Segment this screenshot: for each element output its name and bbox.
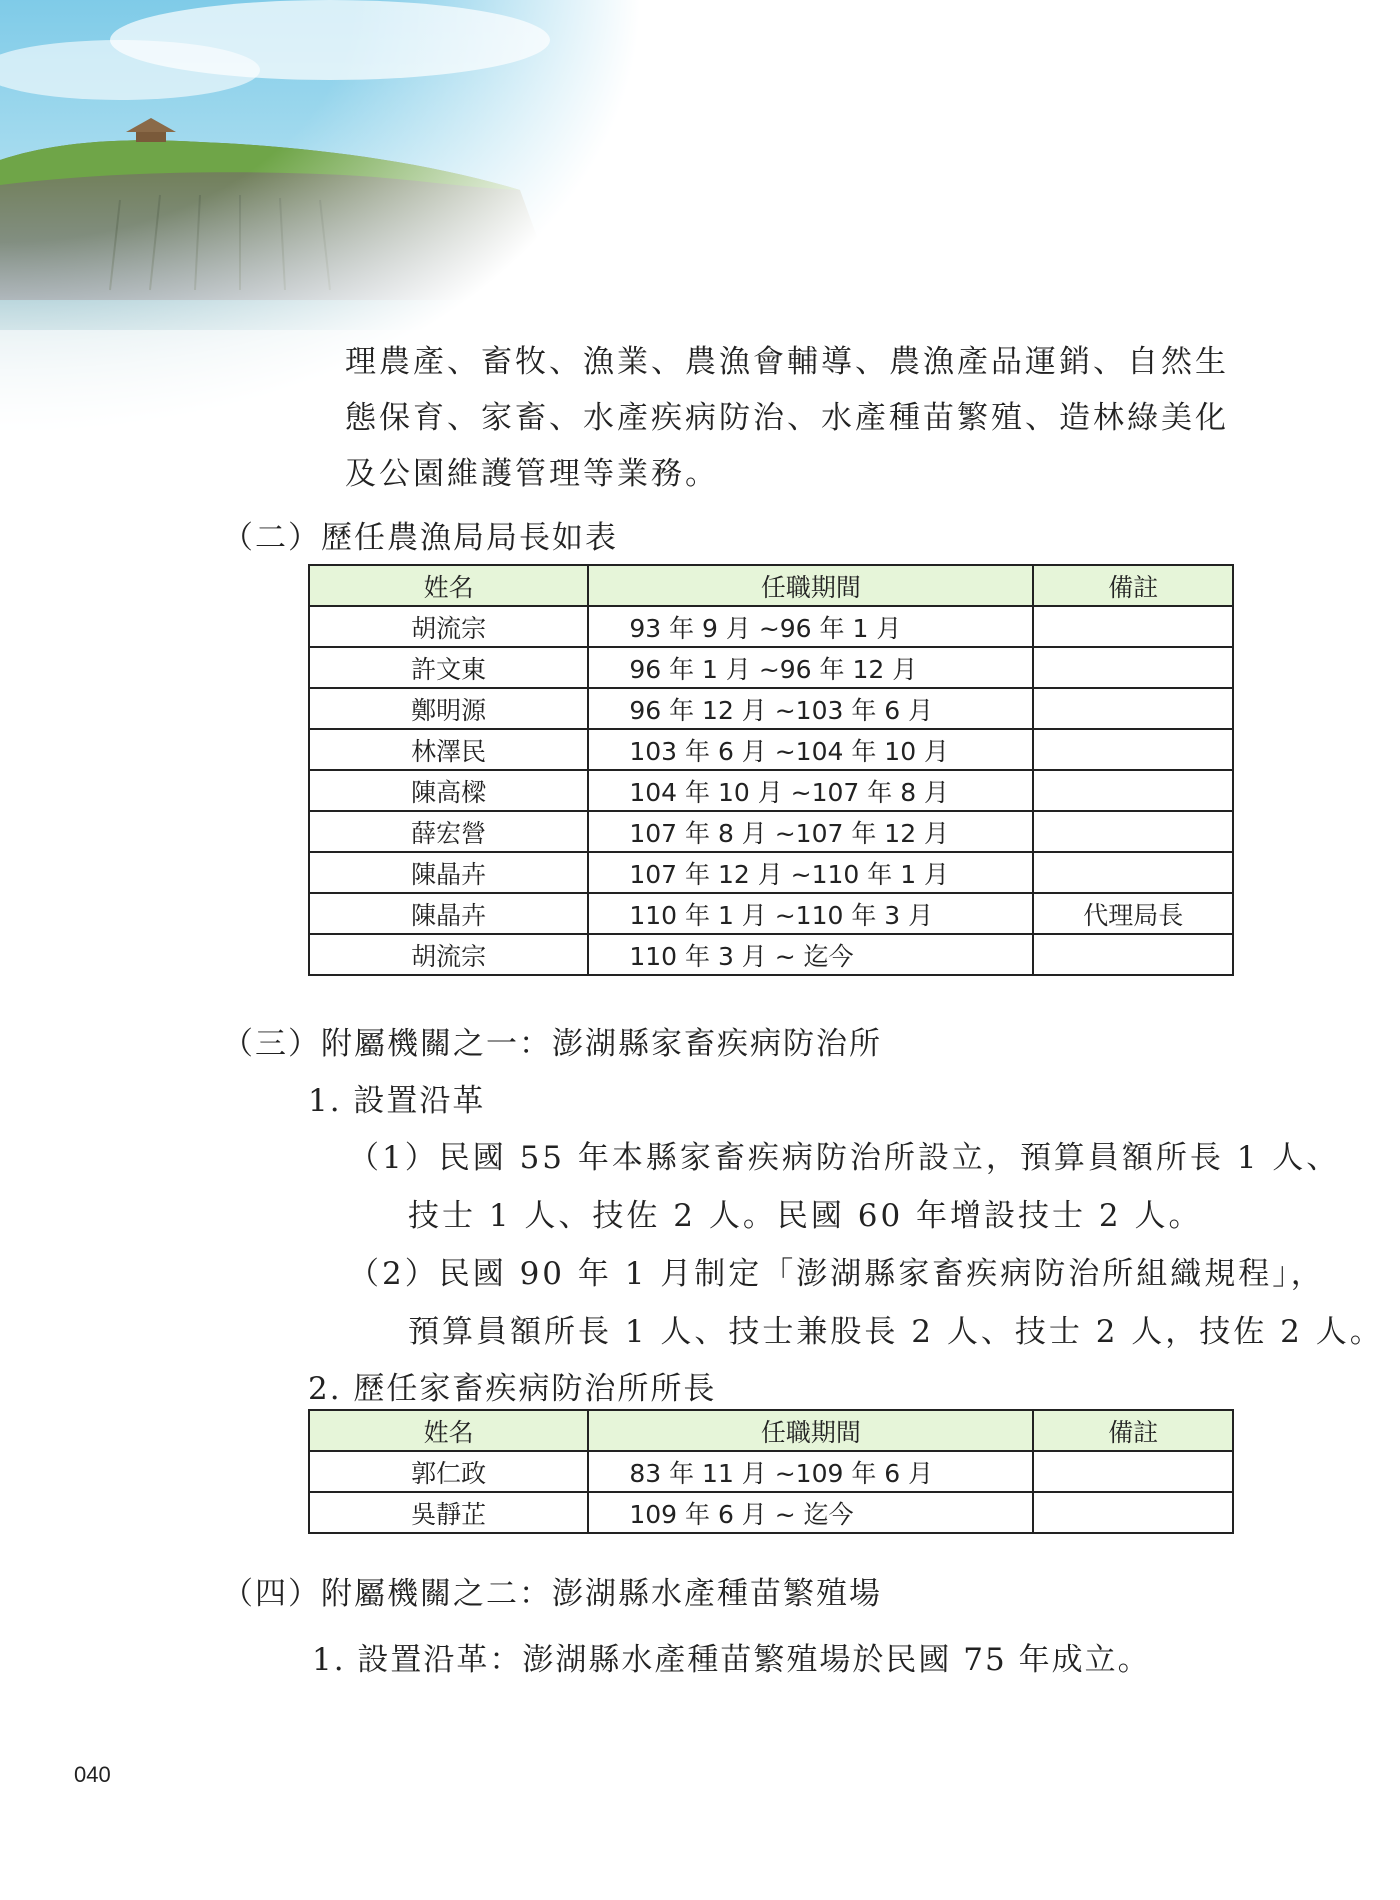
- table-header-row: [309, 1410, 1233, 1451]
- cell-period: 107 年 8 月 ~107 年 12 月: [588, 811, 1033, 852]
- cell-note: 代理局長: [1033, 893, 1233, 934]
- cell-note: [1033, 606, 1233, 647]
- table-row: [309, 934, 1233, 975]
- table-row: [309, 893, 1233, 934]
- cell-name: 郭仁政: [309, 1451, 588, 1492]
- cell-name: 鄭明源: [309, 688, 588, 729]
- directors-table: [308, 564, 1234, 976]
- cell-period: 104 年 10 月 ~107 年 8 月: [588, 770, 1033, 811]
- cell-period: 96 年 1 月 ~96 年 12 月: [588, 647, 1033, 688]
- cell-period: 103 年 6 月 ~104 年 10 月: [588, 729, 1033, 770]
- cell-period: 96 年 12 月 ~103 年 6 月: [588, 688, 1033, 729]
- section3-heading: （三）附屬機關之一：澎湖縣家畜疾病防治所: [222, 1026, 882, 1062]
- column-header-note: 備註: [1033, 565, 1233, 606]
- cell-note: [1033, 934, 1233, 975]
- livestock-directors-table: [308, 1409, 1234, 1534]
- section3-item2-line1: （2）民國 90 年 1 月制定「澎湖縣家畜疾病防治所組織規程」，: [348, 1256, 1325, 1292]
- cell-period: 83 年 11 月 ~109 年 6 月: [588, 1451, 1033, 1492]
- column-header-name: 姓名: [309, 565, 588, 606]
- column-header-period: 任職期間: [588, 1410, 1033, 1451]
- cell-note: [1033, 729, 1233, 770]
- cell-note: [1033, 852, 1233, 893]
- table-row: [309, 729, 1233, 770]
- table-row: [309, 1451, 1233, 1492]
- cell-period: 93 年 9 月 ~96 年 1 月: [588, 606, 1033, 647]
- cell-period: 107 年 12 月 ~110 年 1 月: [588, 852, 1033, 893]
- cell-name: 許文東: [309, 647, 588, 688]
- table-row: [309, 647, 1233, 688]
- table-row: [309, 1492, 1233, 1533]
- column-header-name: 姓名: [309, 1410, 588, 1451]
- cell-name: 陳晶卉: [309, 893, 588, 934]
- cell-note: [1033, 770, 1233, 811]
- cell-name: 林澤民: [309, 729, 588, 770]
- cell-name: 胡流宗: [309, 934, 588, 975]
- table-header-row: [309, 565, 1233, 606]
- section4-heading: （四）附屬機關之二：澎湖縣水產種苗繁殖場: [222, 1576, 882, 1612]
- section3-item2-line2: 預算員額所長 1 人、技士兼股長 2 人、技士 2 人，技佐 2 人。: [408, 1314, 1384, 1350]
- column-header-note: 備註: [1033, 1410, 1233, 1451]
- intro-paragraph: 理農產、畜牧、漁業、農漁會輔導、農漁產品運銷、自然生態保育、家畜、水產疾病防治、水產種苗繁殖、造林綠美化及公園維護管理等業務。: [345, 344, 1229, 492]
- cell-note: [1033, 688, 1233, 729]
- section2-heading: （二）歷任農漁局局長如表: [222, 520, 618, 556]
- cell-period: 110 年 3 月 ~ 迄今: [588, 934, 1033, 975]
- section3-sub2-heading: 2. 歷任家畜疾病防治所所長: [308, 1371, 717, 1407]
- cell-note: [1033, 1492, 1233, 1533]
- cell-name: 陳晶卉: [309, 852, 588, 893]
- cell-period: 110 年 1 月 ~110 年 3 月: [588, 893, 1033, 934]
- cell-name: 陳高樑: [309, 770, 588, 811]
- section3-item1-line2: 技士 1 人、技佐 2 人。民國 60 年增設技士 2 人。: [408, 1198, 1203, 1234]
- cell-name: 胡流宗: [309, 606, 588, 647]
- section3-item1-line1: （1）民國 55 年本縣家畜疾病防治所設立，預算員額所長 1 人、: [348, 1140, 1341, 1176]
- table-row: [309, 606, 1233, 647]
- table-row: [309, 688, 1233, 729]
- cell-name: 薛宏營: [309, 811, 588, 852]
- table-row: [309, 852, 1233, 893]
- cell-note: [1033, 1451, 1233, 1492]
- table-row: [309, 811, 1233, 852]
- section3-sub1-heading: 1. 設置沿革: [308, 1083, 486, 1119]
- section4-sub1-text: 1. 設置沿革：澎湖縣水產種苗繁殖場於民國 75 年成立。: [312, 1642, 1151, 1678]
- cell-note: [1033, 811, 1233, 852]
- table-row: [309, 770, 1233, 811]
- cell-period: 109 年 6 月 ~ 迄今: [588, 1492, 1033, 1533]
- column-header-period: 任職期間: [588, 565, 1033, 606]
- cell-name: 吳靜芷: [309, 1492, 588, 1533]
- page-number: 040: [74, 1762, 111, 1787]
- cell-note: [1033, 647, 1233, 688]
